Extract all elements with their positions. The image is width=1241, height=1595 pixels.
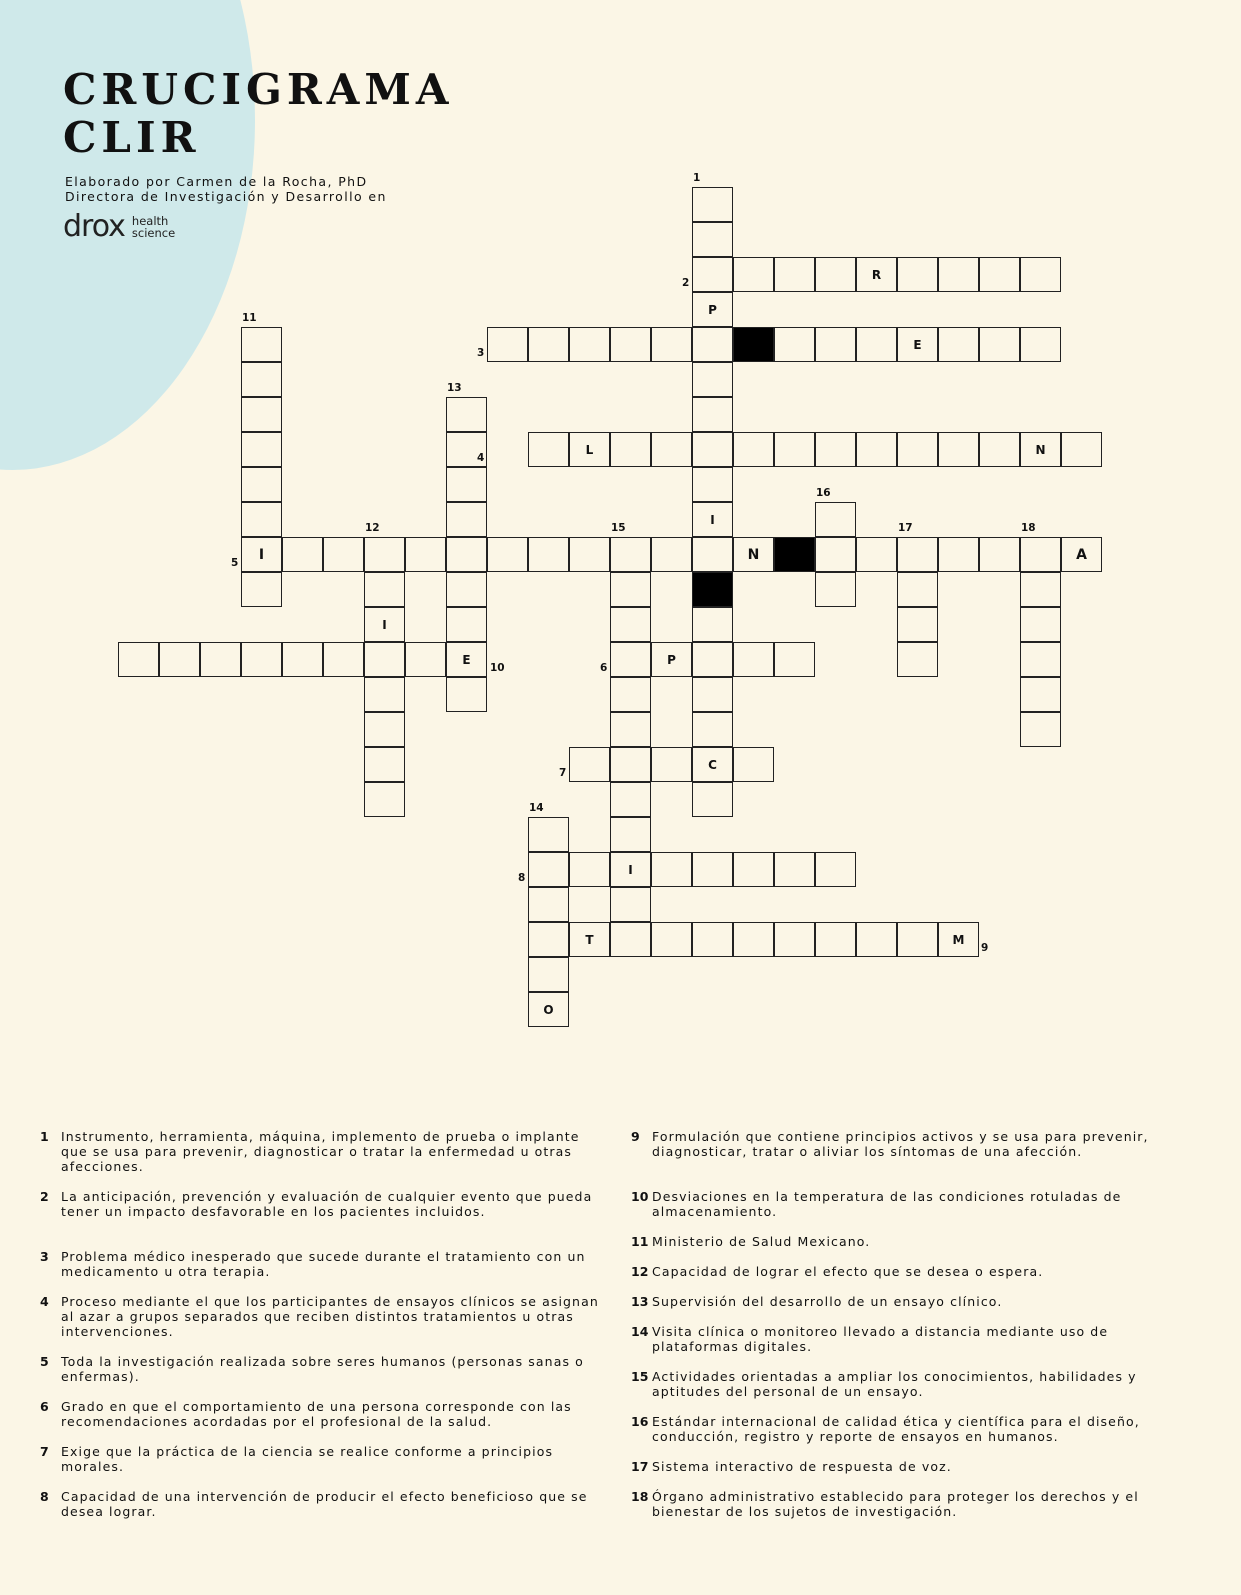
crossword-cell[interactable]: [610, 642, 651, 677]
crossword-cell[interactable]: [815, 502, 856, 537]
crossword-cell[interactable]: [733, 852, 774, 887]
clue-number-label: 7: [559, 767, 567, 779]
crossword-cell[interactable]: [1020, 327, 1061, 362]
crossword-cell[interactable]: [692, 362, 733, 397]
crossword-cell[interactable]: [692, 187, 733, 222]
crossword-cell[interactable]: [856, 327, 897, 362]
clue-number: 5: [40, 1354, 49, 1369]
clue-number: 8: [40, 1489, 49, 1504]
clue-text: Toda la investigación realizada sobre seres humanos (personas sanas o enfermas).: [61, 1354, 584, 1384]
author-line-2: Directora de Investigación y Desarrollo en: [65, 189, 387, 204]
crossword-cell[interactable]: [774, 852, 815, 887]
crossword-cell[interactable]: [856, 257, 897, 292]
crossword-cell[interactable]: [651, 922, 692, 957]
crossword-cell[interactable]: [405, 642, 446, 677]
crossword-cell[interactable]: [241, 642, 282, 677]
clue-text: Estándar internacional de calidad ética y científica para el diseño, conducción, registro y reporte de ensayos en humanos.: [652, 1414, 1140, 1444]
clue-number: 15: [631, 1369, 649, 1384]
clue-text: Capacidad de lograr el efecto que se desea o espera.: [652, 1264, 1044, 1279]
clue-number: 3: [40, 1249, 49, 1264]
crossword-cell[interactable]: [610, 432, 651, 467]
crossword-cell[interactable]: [815, 537, 856, 572]
crossword-cell[interactable]: [446, 467, 487, 502]
clue-number-label: 16: [816, 487, 831, 499]
crossword-cell[interactable]: [241, 467, 282, 502]
crossword-cell[interactable]: [364, 607, 405, 642]
clue-text: Supervisión del desarrollo de un ensayo clínico.: [652, 1294, 1003, 1309]
crossword-cell[interactable]: [610, 677, 651, 712]
crossword-cell[interactable]: [528, 852, 569, 887]
crossword-cell[interactable]: [1020, 572, 1061, 607]
clue-text: Instrumento, herramienta, máquina, implemento de prueba o implante que se usa para prevenir, diagnosticar o tratar la enfermedad u otras afecciones.: [61, 1129, 580, 1174]
clue-text: Visita clínica o monitoreo llevado a distancia mediante uso de plataformas digitales.: [652, 1324, 1109, 1354]
crossword-cell[interactable]: [610, 572, 651, 607]
hint-letter: T: [585, 932, 594, 947]
crossword-cell[interactable]: [692, 677, 733, 712]
crossword-cell[interactable]: [200, 642, 241, 677]
hint-letter: N: [1035, 442, 1046, 457]
crossword-cell[interactable]: [528, 537, 569, 572]
crossword-cell[interactable]: [610, 607, 651, 642]
clue-text: Ministerio de Salud Mexicano.: [652, 1234, 871, 1249]
crossword-cell[interactable]: [487, 327, 528, 362]
crossword-cell[interactable]: [979, 257, 1020, 292]
crossword-cell[interactable]: [610, 327, 651, 362]
crossword-cell[interactable]: [1020, 712, 1061, 747]
crossword-cell[interactable]: [938, 537, 979, 572]
crossword-cell[interactable]: [733, 432, 774, 467]
clue-number: 1: [40, 1129, 49, 1144]
crossword-cell[interactable]: [405, 537, 446, 572]
clue-text: Órgano administrativo establecido para proteger los derechos y el bienestar de los sujetos de investigación.: [652, 1489, 1139, 1519]
crossword-cell[interactable]: [651, 327, 692, 362]
clue-number-label: 3: [477, 347, 485, 359]
clue-text: Problema médico inesperado que sucede durante el tratamiento con un medicamento u otra terapia.: [61, 1249, 586, 1279]
hint-letter: N: [747, 546, 760, 563]
clue-number: 16: [631, 1414, 649, 1429]
clue-number-label: 8: [518, 872, 526, 884]
crossword-cell[interactable]: [118, 642, 159, 677]
clue-number-label: 18: [1021, 522, 1036, 534]
title-line-2: CLIR: [63, 113, 201, 162]
crossword-cell[interactable]: [364, 782, 405, 817]
crossword-cell[interactable]: [692, 397, 733, 432]
hint-letter: P: [708, 302, 717, 317]
crossword-cell[interactable]: [651, 537, 692, 572]
crossword-cell[interactable]: [897, 432, 938, 467]
hint-letter: L: [585, 442, 594, 457]
hint-letter: E: [462, 652, 471, 667]
crossword-cell[interactable]: [446, 677, 487, 712]
crossword-cell[interactable]: [815, 257, 856, 292]
crossword-cell[interactable]: [241, 432, 282, 467]
crossword-cell[interactable]: [774, 257, 815, 292]
clue-text: Exige que la práctica de la ciencia se realice conforme a principios morales.: [61, 1444, 554, 1474]
clue-text: La anticipación, prevención y evaluación de cualquier evento que pueda tener un impacto desfavorable en los pacientes incluidos.: [61, 1189, 593, 1219]
crossword-cell[interactable]: [241, 502, 282, 537]
crossword-cell[interactable]: [651, 747, 692, 782]
clue-number-label: 17: [898, 522, 913, 534]
clue-number: 10: [631, 1189, 649, 1204]
clue-number-label: 15: [611, 522, 626, 534]
crossword-cell[interactable]: [569, 327, 610, 362]
crossword-cell[interactable]: [692, 467, 733, 502]
crossword-cell[interactable]: [364, 712, 405, 747]
title-line-1: CRUCIGRAMA: [63, 65, 454, 114]
crossword-cell[interactable]: [774, 922, 815, 957]
crossword-cell[interactable]: [692, 257, 733, 292]
crossword-cell[interactable]: [651, 852, 692, 887]
clue-text: Capacidad de una intervención de producir el efecto beneficioso que se desea lograr.: [61, 1489, 588, 1519]
crossword-cell[interactable]: [938, 922, 979, 957]
crossword-cell[interactable]: [692, 292, 733, 327]
clue-number-label: 12: [365, 522, 380, 534]
crossword-cell[interactable]: [815, 922, 856, 957]
blocked-cell: [692, 572, 733, 607]
clue-text: Grado en que el comportamiento de una persona corresponde con las recomendaciones acordadas por el profesional de la salud.: [61, 1399, 572, 1429]
crossword-cell[interactable]: [897, 922, 938, 957]
crossword-cell[interactable]: [282, 537, 323, 572]
crossword-cell[interactable]: [1020, 607, 1061, 642]
clue-text: Proceso mediante el que los participantes de ensayos clínicos se asignan al azar a grupos separados que reciben distintos tratamientos u otras intervenciones.: [61, 1294, 599, 1339]
clue-number: 11: [631, 1234, 649, 1249]
crossword-cell[interactable]: [774, 432, 815, 467]
clue-text: Actividades orientadas a ampliar los conocimientos, habilidades y aptitudes del personal de un ensayo.: [652, 1369, 1137, 1399]
crossword-cell[interactable]: [1020, 257, 1061, 292]
crossword-cell[interactable]: [733, 642, 774, 677]
crossword-cell[interactable]: [282, 642, 323, 677]
clue-number-label: 9: [981, 942, 989, 954]
crossword-cell[interactable]: [692, 747, 733, 782]
crossword-cell[interactable]: [487, 537, 528, 572]
clue-number-label: 11: [242, 312, 257, 324]
hint-letter: A: [1076, 546, 1087, 563]
crossword-cell[interactable]: [323, 642, 364, 677]
crossword-cell[interactable]: [856, 432, 897, 467]
crossword-cell[interactable]: [897, 257, 938, 292]
crossword-cell[interactable]: [1061, 537, 1102, 572]
crossword-cell[interactable]: [979, 432, 1020, 467]
crossword-cell[interactable]: [610, 537, 651, 572]
crossword-cell[interactable]: [692, 607, 733, 642]
crossword-cell[interactable]: [938, 432, 979, 467]
clue-number: 9: [631, 1129, 640, 1144]
hint-letter: I: [710, 512, 715, 527]
crossword-cell[interactable]: [610, 817, 651, 852]
clue-text: Desviaciones en la temperatura de las condiciones rotuladas de almacenamiento.: [652, 1189, 1122, 1219]
crossword-cell[interactable]: [528, 432, 569, 467]
crossword-cell[interactable]: [446, 607, 487, 642]
crossword-cell[interactable]: [733, 922, 774, 957]
author-line-1: Elaborado por Carmen de la Rocha, PhD: [65, 174, 368, 189]
crossword-cell[interactable]: [856, 537, 897, 572]
crossword-cell[interactable]: [159, 642, 200, 677]
crossword-cell[interactable]: [692, 922, 733, 957]
crossword-cell[interactable]: [733, 537, 774, 572]
crossword-cell[interactable]: [528, 957, 569, 992]
crossword-cell[interactable]: [528, 327, 569, 362]
crossword-cell[interactable]: [774, 642, 815, 677]
crossword-cell[interactable]: [692, 642, 733, 677]
clue-number: 18: [631, 1489, 649, 1504]
crossword-cell[interactable]: [897, 607, 938, 642]
crossword-cell[interactable]: [1020, 537, 1061, 572]
crossword-cell[interactable]: [651, 642, 692, 677]
crossword-cell[interactable]: [815, 852, 856, 887]
crossword-cell[interactable]: [733, 257, 774, 292]
hint-letter: I: [628, 862, 633, 877]
crossword-cell[interactable]: [815, 572, 856, 607]
clue-number-label: 2: [682, 277, 690, 289]
clue-number: 7: [40, 1444, 49, 1459]
clue-number: 4: [40, 1294, 49, 1309]
crossword-cell[interactable]: [241, 397, 282, 432]
crossword-cell[interactable]: [364, 642, 405, 677]
crossword-cell[interactable]: [938, 327, 979, 362]
crossword-cell[interactable]: [364, 537, 405, 572]
crossword-cell[interactable]: [692, 222, 733, 257]
crossword-cell[interactable]: [241, 572, 282, 607]
hint-letter: E: [913, 337, 922, 352]
hint-letter: C: [708, 757, 717, 772]
crossword-cell[interactable]: [364, 677, 405, 712]
logo-subtitle: [132, 215, 175, 239]
page-title: [63, 66, 453, 162]
crossword-cell[interactable]: [528, 887, 569, 922]
crossword-cell[interactable]: [528, 992, 569, 1027]
crossword-cell[interactable]: [446, 572, 487, 607]
crossword-cell[interactable]: [528, 817, 569, 852]
crossword-cell[interactable]: [692, 327, 733, 362]
crossword-cell[interactable]: [815, 432, 856, 467]
crossword-cell[interactable]: [733, 747, 774, 782]
clue-number: 14: [631, 1324, 649, 1339]
clue-text: Formulación que contiene principios activos y se usa para prevenir, diagnosticar, tratar o aliviar los síntomas de una afección.: [652, 1129, 1149, 1159]
clue-number-label: 1: [693, 172, 701, 184]
clue-number-label: 10: [490, 662, 505, 674]
clue-number: 12: [631, 1264, 649, 1279]
crossword-cell[interactable]: [692, 852, 733, 887]
crossword-cell[interactable]: [897, 642, 938, 677]
crossword-cell[interactable]: [323, 537, 364, 572]
clue-text: Sistema interactivo de respuesta de voz.: [652, 1459, 952, 1474]
drox-logo: [63, 209, 176, 244]
crossword-cell[interactable]: [569, 922, 610, 957]
crossword-cell[interactable]: [241, 362, 282, 397]
crossword-cell[interactable]: [692, 502, 733, 537]
crossword-cell[interactable]: [979, 537, 1020, 572]
logo-sub-line-1: health: [131, 214, 169, 228]
crossword-cell[interactable]: [446, 397, 487, 432]
hint-letter: M: [952, 932, 965, 947]
crossword-cell[interactable]: [364, 572, 405, 607]
crossword-cell[interactable]: [1020, 642, 1061, 677]
clue-number: 17: [631, 1459, 649, 1474]
clue-number-label: 13: [447, 382, 462, 394]
hint-letter: P: [667, 652, 676, 667]
crossword-cell[interactable]: [569, 747, 610, 782]
crossword-cell[interactable]: [610, 922, 651, 957]
crossword-cell[interactable]: [569, 432, 610, 467]
clue-number: 2: [40, 1189, 49, 1204]
author-credit: [65, 174, 387, 204]
crossword-cell[interactable]: [692, 712, 733, 747]
crossword-cell[interactable]: [610, 747, 651, 782]
hint-letter: I: [382, 617, 387, 632]
clue-number-label: 14: [529, 802, 544, 814]
crossword-cell[interactable]: [856, 922, 897, 957]
clue-number: 13: [631, 1294, 649, 1309]
crossword-cell[interactable]: [446, 502, 487, 537]
crossword-cell[interactable]: [1020, 677, 1061, 712]
crossword-cell[interactable]: [610, 782, 651, 817]
clue-number-label: 4: [477, 452, 485, 464]
crossword-cell[interactable]: [774, 327, 815, 362]
crossword-cell[interactable]: [979, 327, 1020, 362]
crossword-cell[interactable]: [897, 572, 938, 607]
logo-sub-line-2: science: [131, 226, 176, 240]
crossword-cell[interactable]: [241, 537, 282, 572]
crossword-cell[interactable]: [651, 432, 692, 467]
blocked-cell: [774, 537, 815, 572]
crossword-cell[interactable]: [897, 327, 938, 362]
logo-wordmark: drox: [63, 209, 125, 244]
crossword-cell[interactable]: [897, 537, 938, 572]
crossword-cell[interactable]: [938, 257, 979, 292]
crossword-cell[interactable]: [610, 852, 651, 887]
crossword-cell[interactable]: [692, 432, 733, 467]
crossword-cell[interactable]: [610, 887, 651, 922]
blocked-cell: [733, 327, 774, 362]
hint-letter: O: [543, 1002, 554, 1017]
clue-number-label: 5: [231, 557, 239, 569]
clue-number-label: 6: [600, 662, 608, 674]
crossword-cell[interactable]: [1061, 432, 1102, 467]
hint-letter: R: [871, 267, 882, 282]
crossword-cell[interactable]: [610, 712, 651, 747]
crossword-cell[interactable]: [446, 537, 487, 572]
crossword-cell[interactable]: [569, 537, 610, 572]
crossword-cell[interactable]: [1020, 432, 1061, 467]
hint-letter: I: [258, 546, 265, 563]
crossword-cell[interactable]: [241, 327, 282, 362]
clue-number: 6: [40, 1399, 49, 1414]
crossword-cell[interactable]: [569, 852, 610, 887]
crossword-cell[interactable]: [528, 922, 569, 957]
crossword-cell[interactable]: [815, 327, 856, 362]
crossword-cell[interactable]: [364, 747, 405, 782]
crossword-cell[interactable]: [692, 537, 733, 572]
crossword-cell[interactable]: [446, 642, 487, 677]
crossword-cell[interactable]: [692, 782, 733, 817]
